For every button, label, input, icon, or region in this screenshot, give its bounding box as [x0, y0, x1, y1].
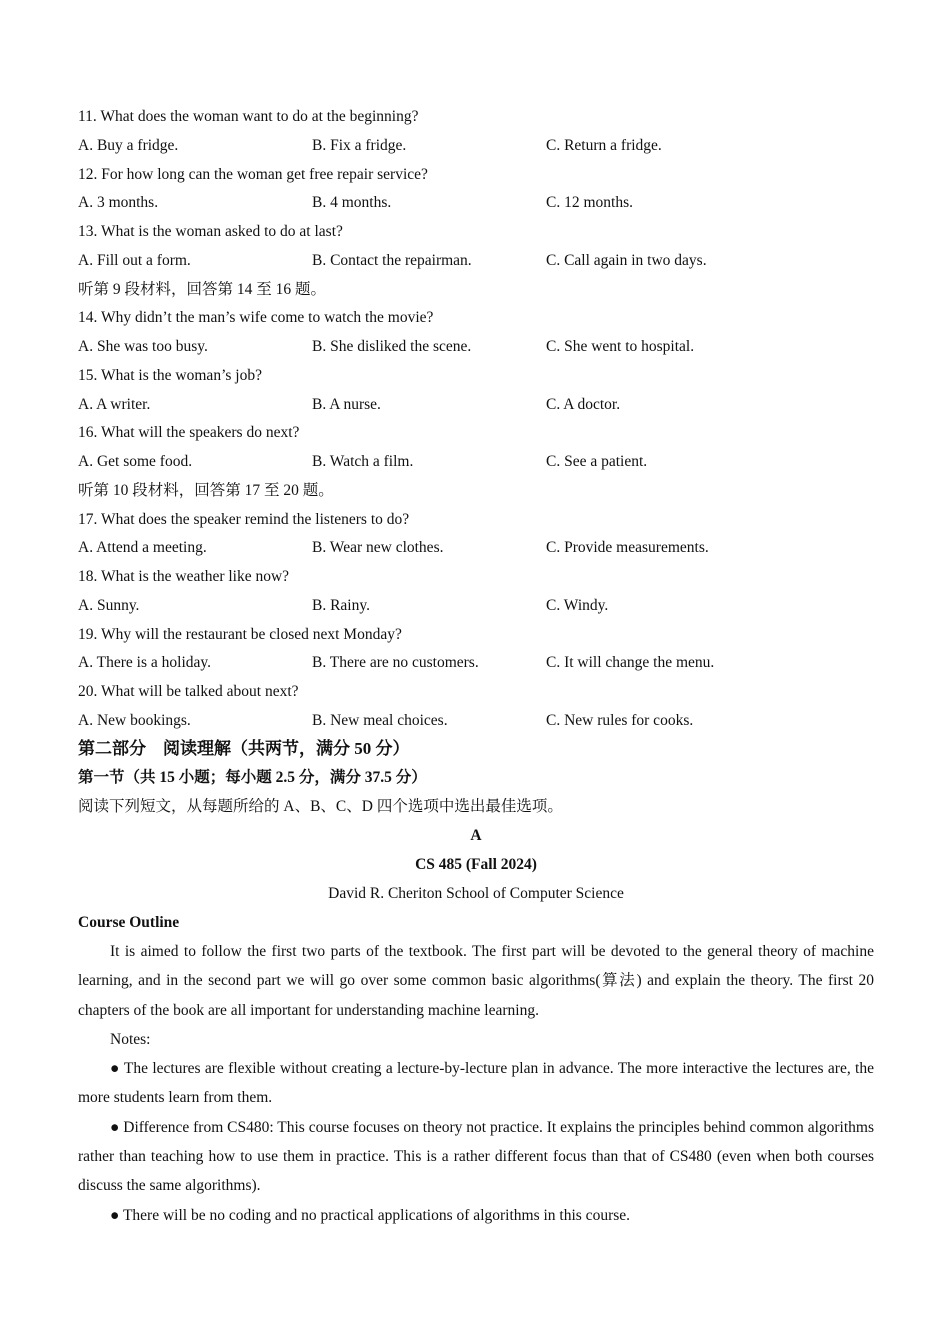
- question: 17. What does the speaker remind the listeners to do?: [78, 510, 410, 528]
- options-row: [78, 132, 874, 161]
- question: 19. Why will the restaurant be closed next Monday?: [78, 625, 402, 643]
- question: 18. What is the weather like now?: [78, 568, 290, 585]
- option-b: B. Contact the repairman.: [312, 251, 472, 269]
- option-b: B. New meal choices.: [312, 711, 448, 729]
- options-row: [78, 247, 874, 276]
- paragraph: It is aimed to follow the first two parts of the textbook. The first part will be devoted to the general theory of machine learning, and in the second part we will go over some common basic algorithms(算法) and explain the theory. The first 20 chapters of the book are all important for understanding machine learning.: [78, 943, 874, 1019]
- option-a: A. Sunny.: [78, 596, 140, 614]
- note-item: ● There will be no coding and no practical applications of algorithms in this course.: [110, 1206, 631, 1224]
- option-a: A. Fill out a form.: [78, 251, 191, 269]
- note-item: ● The lectures are flexible without creating a lecture-by-lecture plan in advance. The more interactive the lectures are, the more students learn from them.: [78, 1060, 874, 1107]
- section-instruction: 听第 10 段材料，回答第 17 至 20 题。: [78, 481, 334, 499]
- option-a: A. New bookings.: [78, 711, 191, 729]
- option-b: B. Watch a film.: [312, 453, 414, 470]
- question: 15. What is the woman’s job?: [78, 366, 262, 384]
- options-row: [78, 592, 874, 621]
- option-b: B. A nurse.: [312, 395, 381, 413]
- section-instruction: 听第 9 段材料，回答第 14 至 16 题。: [78, 280, 327, 298]
- notes-label: Notes:: [110, 1030, 151, 1048]
- options-row: [78, 448, 874, 477]
- options-row: [78, 333, 874, 362]
- option-a: A. Get some food.: [78, 453, 193, 470]
- option-a: A. 3 months.: [78, 194, 159, 212]
- options-row: [78, 707, 874, 736]
- option-b: B. She disliked the scene.: [312, 338, 472, 355]
- option-c: C. 12 months.: [546, 194, 633, 212]
- listening-section: [78, 103, 874, 736]
- options-row: [78, 534, 874, 563]
- reading-section: [78, 734, 874, 1230]
- question: 16. What will the speakers do next?: [78, 424, 300, 442]
- option-c: C. Windy.: [546, 596, 609, 614]
- passage-title: CS 485 (Fall 2024): [415, 856, 537, 873]
- option-c: C. A doctor.: [546, 395, 621, 413]
- option-c: C. Call again in two days.: [546, 251, 707, 269]
- option-a: A. Attend a meeting.: [78, 539, 207, 557]
- option-a: A. A writer.: [78, 395, 151, 413]
- question: 11. What does the woman want to do at the beginning?: [78, 108, 419, 125]
- option-c: C. It will change the menu.: [546, 654, 715, 672]
- options-row: [78, 649, 874, 678]
- option-a: A. Buy a fridge.: [78, 136, 179, 154]
- instruction: 阅读下列短文，从每题所给的 A、B、C、D 四个选项中选出最佳选项。: [78, 798, 563, 815]
- option-b: B. Rainy.: [312, 596, 370, 614]
- options-row: [78, 391, 874, 420]
- option-c: C. She went to hospital.: [546, 338, 695, 355]
- outline-heading: Course Outline: [78, 914, 180, 931]
- option-a: A. She was too busy.: [78, 338, 208, 355]
- option-b: B. Wear new clothes.: [312, 539, 444, 557]
- question: 12. For how long can the woman get free repair service?: [78, 165, 428, 183]
- options-row: [78, 189, 874, 218]
- note-item: ● Difference from CS480: This course focuses on theory not practice. It explains the principles behind common algorithms rather than teaching how to use them in practice. This is a rather different focus than that of CS480 (even when both courses discuss the same algorithms).: [78, 1118, 874, 1195]
- option-b: B. Fix a fridge.: [312, 136, 407, 154]
- option-b: B. 4 months.: [312, 194, 392, 212]
- option-c: C. See a patient.: [546, 453, 648, 470]
- question: 13. What is the woman asked to do at last?: [78, 223, 343, 240]
- option-a: A. There is a holiday.: [78, 654, 212, 672]
- question: 14. Why didn’t the man’s wife come to watch the movie?: [78, 309, 434, 327]
- option-b: B. There are no customers.: [312, 654, 479, 672]
- option-c: C. New rules for cooks.: [546, 711, 694, 729]
- option-c: C. Return a fridge.: [546, 136, 662, 154]
- section-title: 第一节（共 15 小题；每小题 2.5 分，满分 37.5 分）: [78, 769, 427, 786]
- passage-subtitle: David R. Cheriton School of Computer Science: [328, 885, 624, 902]
- part-title: 第二部分 阅读理解（共两节，满分 50 分）: [78, 739, 410, 758]
- option-c: C. Provide measurements.: [546, 539, 709, 557]
- passage-letter: A: [470, 827, 482, 844]
- question: 20. What will be talked about next?: [78, 683, 299, 700]
